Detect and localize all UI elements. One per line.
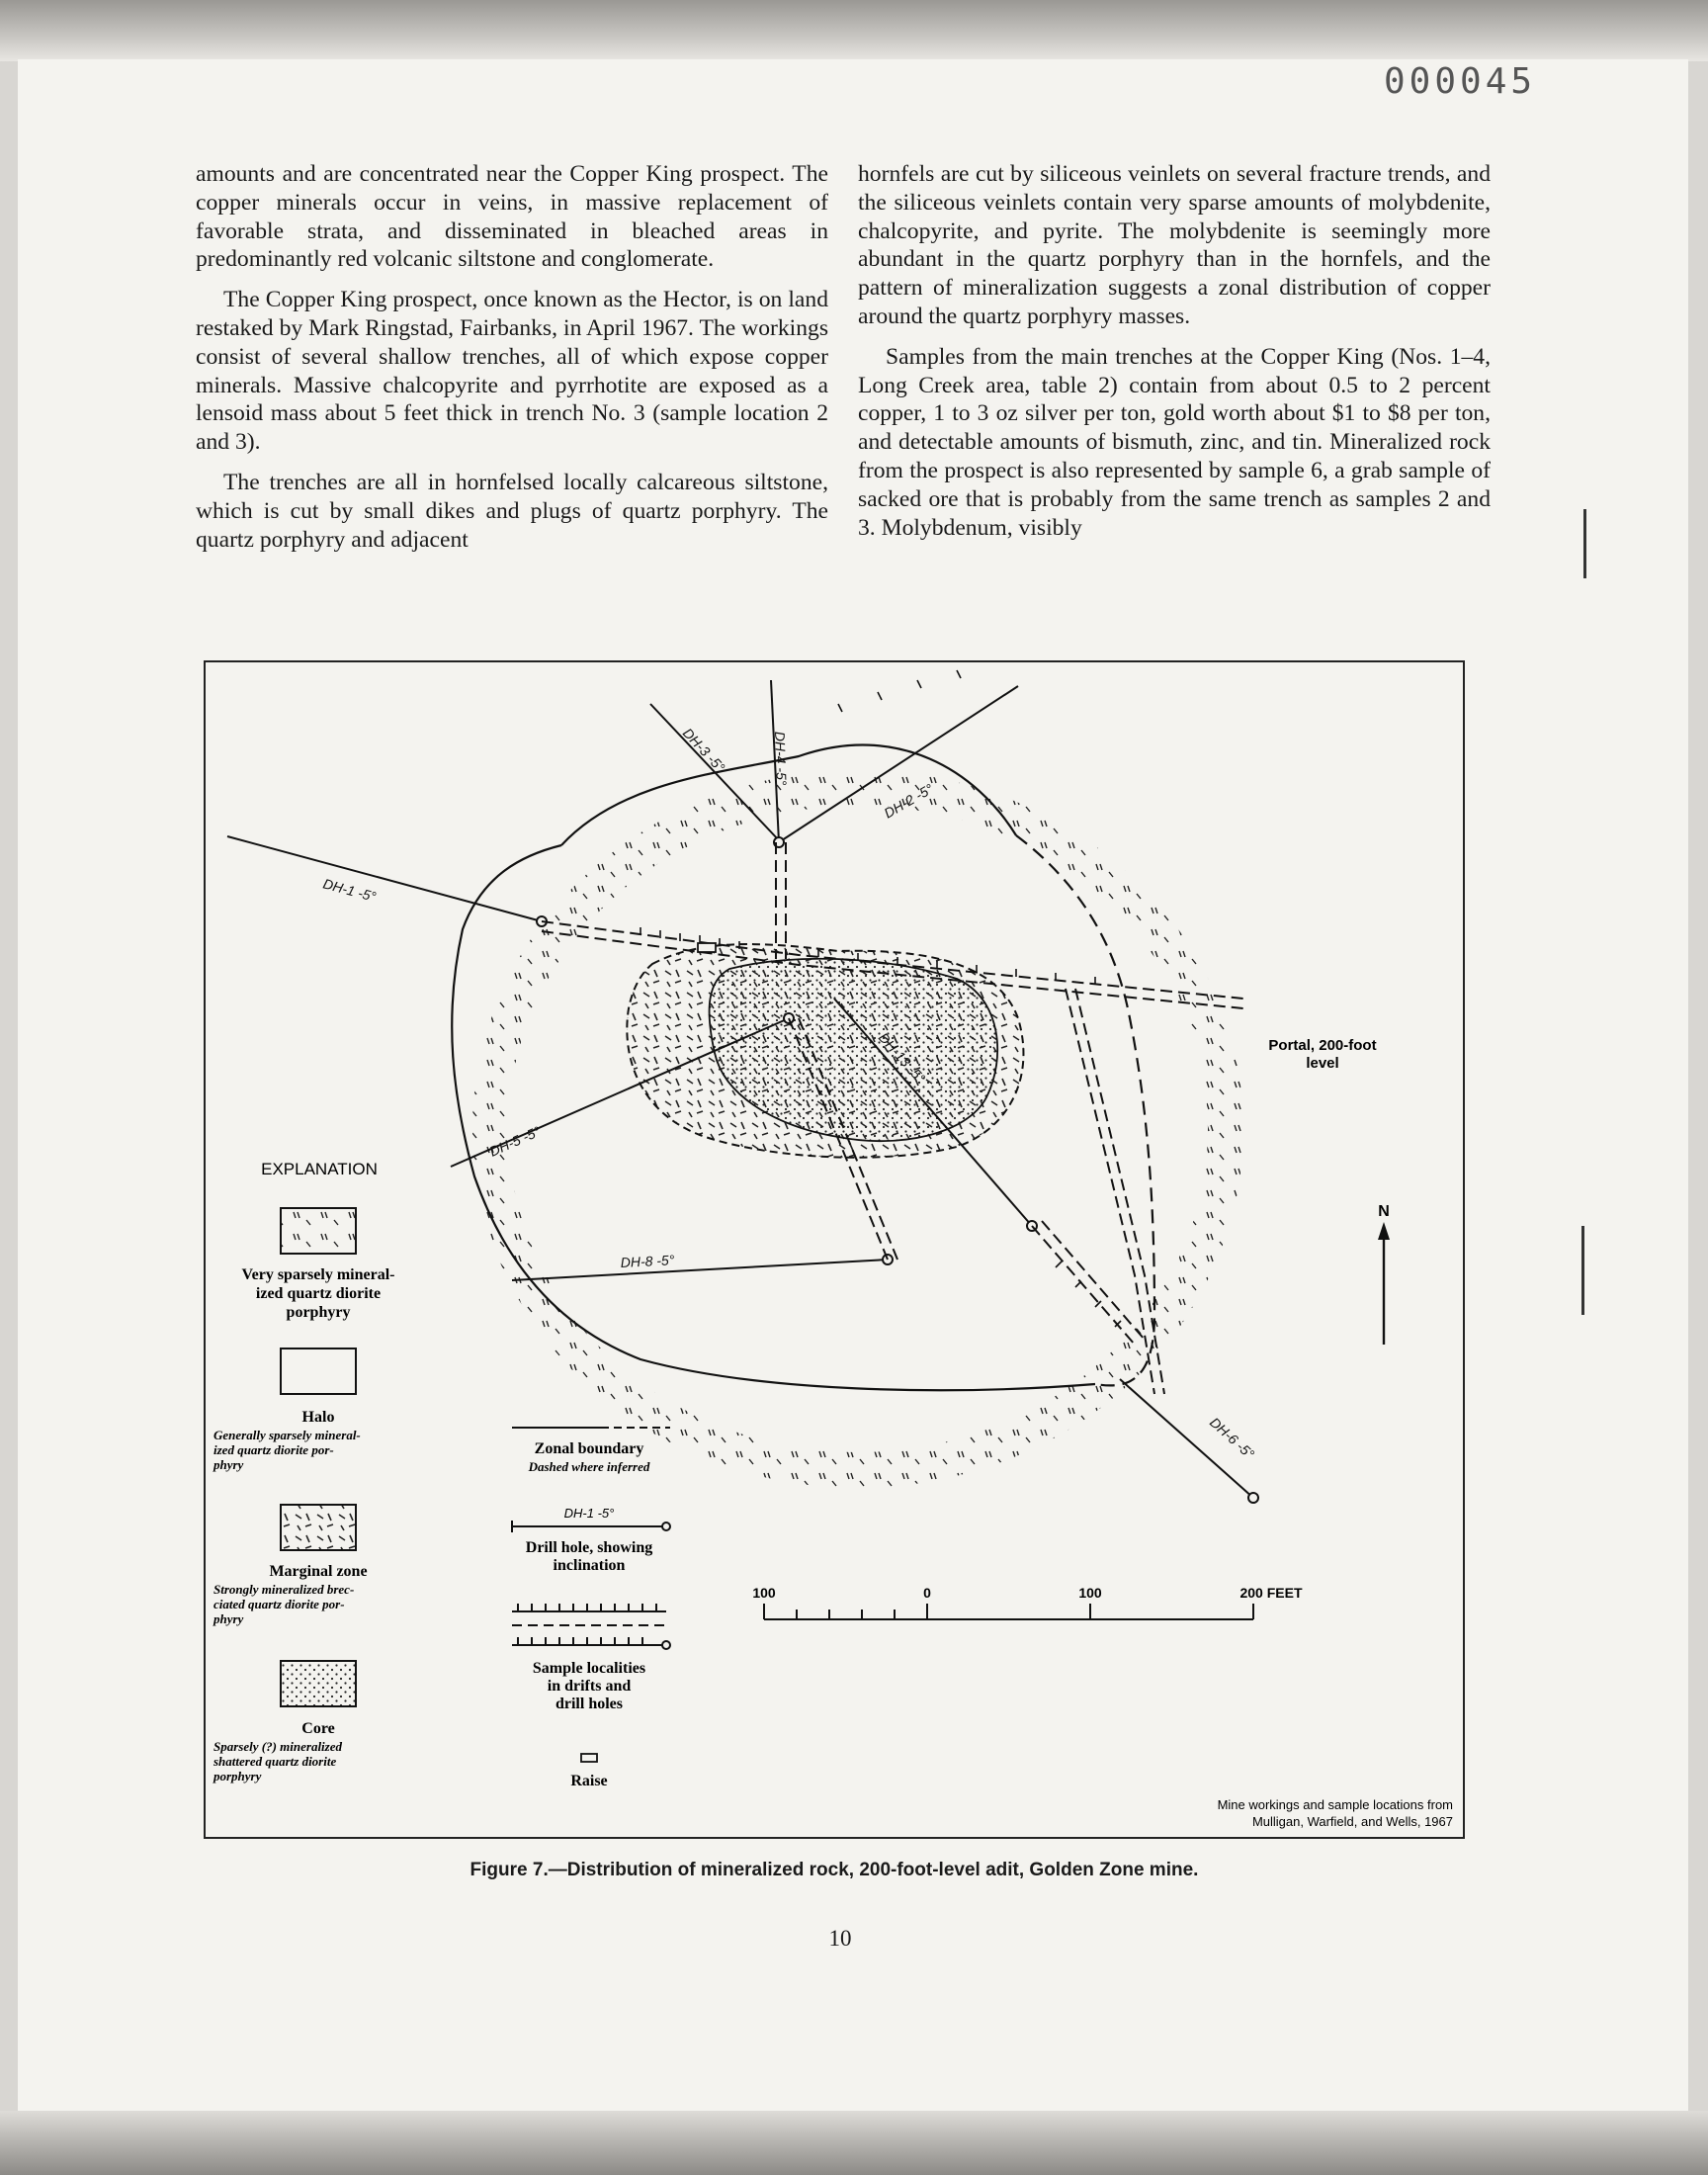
margin-mark (1583, 509, 1586, 578)
north-arrow-head-icon (1378, 1222, 1390, 1240)
legend-sample-localities (512, 1604, 666, 1645)
legend-label: in drifts and (547, 1678, 632, 1695)
legend-label: drill holes (555, 1696, 624, 1712)
legend-drill-end (662, 1522, 670, 1530)
legend-label: Core (301, 1720, 335, 1737)
drill-hole-label: DH-13 -5° (875, 1029, 929, 1087)
legend-desc: Sparsely (?) mineralized (214, 1739, 342, 1754)
drill-hole-label: DH-2 -5° (881, 780, 936, 822)
legend-desc: phyry (214, 1457, 244, 1472)
legend-swatch-very-sparse (281, 1208, 356, 1254)
source-note: Mulligan, Warfield, and Wells, 1967 (1251, 1814, 1453, 1829)
legend-label: ized quartz diorite (255, 1285, 382, 1302)
drill-hole-label: DH-4 -5° (772, 731, 790, 786)
page-id-stamp: 000045 (1384, 61, 1537, 102)
scale-label: 200 FEET (1239, 1585, 1303, 1601)
drill-hole-label: DH-1 -5° (321, 875, 379, 906)
paragraph: Samples from the main trenches at the Copper King (Nos. 1–4, Long Creek area, table 2) contain from about 0.5 to 2 percent copper, 1 to 3 oz silver per ton, gold worth about $1 to $8 per ton, and detectable amounts of bismuth, zinc, and tin. Mineralized rock from the prospect is also represented by sample 6, a grab sample of sacked ore that is probably from the same trench as samples 2 and 3. Molybdenum, visibly (858, 343, 1491, 541)
scan-edge-bottom (0, 2111, 1708, 2175)
scale-label: 100 (1078, 1585, 1102, 1601)
figure-7-map (204, 660, 1465, 1839)
legend-desc: Dashed where inferred (528, 1459, 650, 1474)
north-label: N (1378, 1203, 1390, 1220)
text-column-right (858, 160, 1491, 554)
legend-label: Raise (570, 1773, 608, 1789)
scale-bar (752, 1585, 1303, 1619)
drill-hole-label: DH-6 -5° (1206, 1414, 1258, 1462)
legend-label: Marginal zone (269, 1563, 368, 1580)
scale-label: 0 (923, 1585, 931, 1601)
portal-label: level (1306, 1055, 1339, 1072)
legend-label: Sample localities (532, 1660, 646, 1677)
paragraph: The trenches are all in hornfelsed locally calcareous siltstone, which is cut by small dikes and plugs of quartz porphyry. The quartz porphyry and adjacent (196, 469, 828, 553)
legend-sample-end (662, 1641, 670, 1649)
legend-swatch-halo (281, 1348, 356, 1394)
legend-title: EXPLANATION (261, 1160, 378, 1178)
legend-swatch-core (281, 1661, 356, 1706)
mine-map-svg (206, 662, 1463, 1837)
drill-hole-label: DH-5 -5° (486, 1122, 544, 1160)
map-legend (213, 1160, 670, 1789)
drill-hole-label: DH-8 -5° (620, 1252, 675, 1270)
legend-raise-symbol (581, 1754, 597, 1762)
margin-mark (1581, 1226, 1584, 1315)
legend-desc: Strongly mineralized brec- (214, 1582, 355, 1597)
source-note: Mine workings and sample locations from (1217, 1797, 1453, 1812)
drill-hole-label: DH-3 -5° (679, 725, 728, 775)
legend-desc: Generally sparsely mineral- (214, 1428, 361, 1442)
legend-desc: phyry (214, 1611, 244, 1626)
scan-edge-top (0, 0, 1708, 61)
legend-desc: ized quartz diorite por- (214, 1442, 334, 1457)
paragraph: The Copper King prospect, once known as the Hector, is on land restaked by Mark Ringstad, Fairbanks, in April 1967. The workings consist of several shallow trenches, all of which expose copper minerals. Massive chalcopyrite and pyrrhotite are exposed as a lensoid mass about 5 feet thick in trench No. 3 (sample location 2 and 3). (196, 287, 828, 456)
text-column-left (196, 160, 828, 566)
figure-caption: Figure 7.—Distribution of mineralized rock, 200-foot-level adit, Golden Zone mine. (470, 1860, 1199, 1880)
scale-label: 100 (752, 1585, 776, 1601)
paragraph: hornfels are cut by siliceous veinlets on several fracture trends, and the siliceous veinlets contain very sparse amounts of molybdenite, chalcopyrite, and pyrite. The molybdenite is seemingly more abundant in the quartz porphyry than in the hornfels, and the pattern of mineralization suggests a zonal distribution of copper around the quartz porphyry masses. (858, 161, 1491, 329)
legend-swatch-marginal (281, 1505, 356, 1550)
legend-drill-sample: DH-1 -5° (563, 1506, 615, 1521)
legend-label: porphyry (286, 1304, 351, 1321)
paragraph: amounts and are concentrated near the Copper King prospect. The copper minerals occur in veins, in massive replacement of favorable strata, and disseminated in bleached areas in predominantly red volcanic siltstone and conglomerate. (196, 161, 828, 273)
legend-label: Halo (301, 1409, 335, 1426)
legend-label: Drill hole, showing (525, 1539, 653, 1556)
legend-desc: ciated quartz diorite por- (214, 1597, 345, 1611)
portal-label: Portal, 200-foot (1268, 1037, 1377, 1054)
legend-label: Zonal boundary (534, 1440, 644, 1457)
legend-desc: porphyry (214, 1769, 262, 1784)
legend-label: inclination (553, 1557, 626, 1574)
legend-label: Very sparsely mineral- (241, 1266, 395, 1283)
legend-desc: shattered quartz diorite (214, 1754, 337, 1769)
page-number: 10 (828, 1926, 852, 1951)
raise-symbol (698, 943, 716, 952)
